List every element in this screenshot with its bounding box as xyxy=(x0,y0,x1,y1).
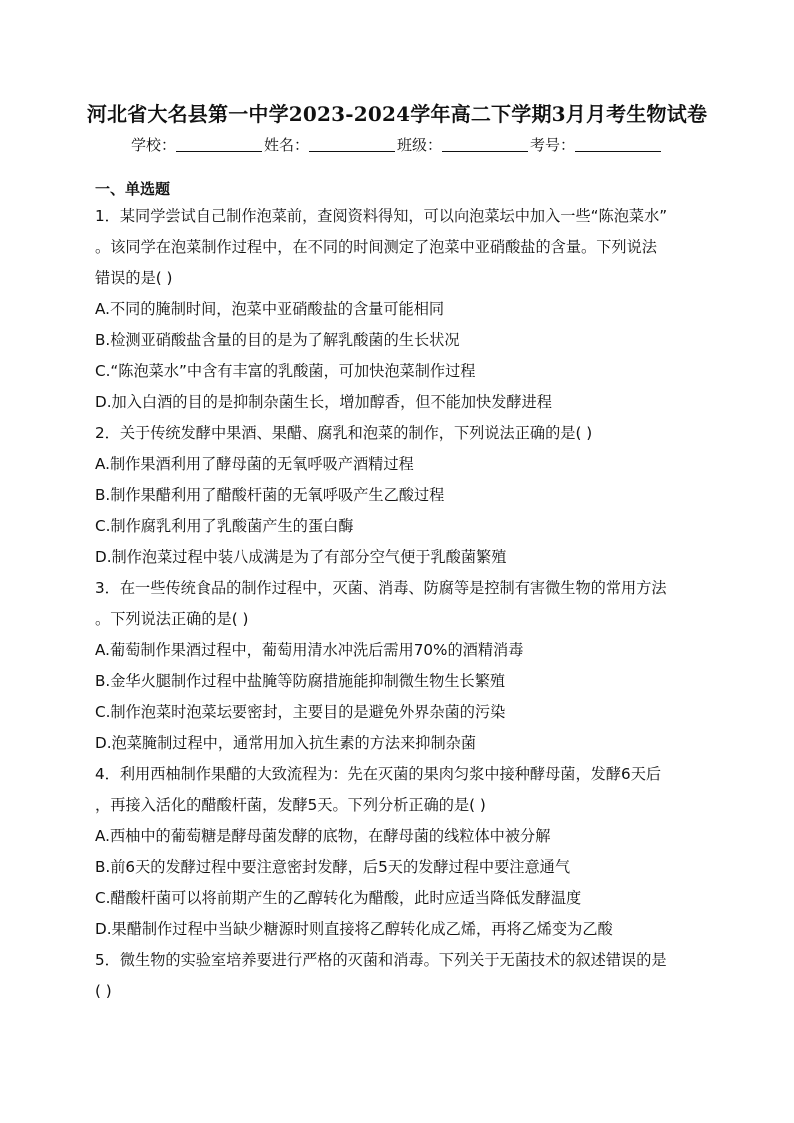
question-content xyxy=(95,201,705,1007)
text-line: A.葡萄制作果酒过程中，葡萄用清水冲洗后需用70%的酒精消毒 xyxy=(95,641,524,659)
text-line: B.制作果醋利用了醋酸杆菌的无氧呼吸产生乙酸过程 xyxy=(95,486,445,504)
text-line: 3．在一些传统食品的制作过程中，灭菌、消毒、防腐等是控制有害微生物的常用方法 xyxy=(95,579,667,597)
text-line: 错误的是( ) xyxy=(95,269,173,287)
exam-number-blank xyxy=(575,137,661,152)
name-blank xyxy=(309,137,395,152)
text-line: C.醋酸杆菌可以将前期产生的乙醇转化为醋酸，此时应适当降低发酵温度 xyxy=(95,889,582,907)
school-blank xyxy=(176,137,262,152)
text-line: 5．微生物的实验室培养要进行严格的灭菌和消毒。下列关于无菌技术的叙述错误的是 xyxy=(95,951,667,969)
text-line: 。该同学在泡菜制作过程中，在不同的时间测定了泡菜中亚硝酸盐的含量。下列说法 xyxy=(95,238,657,256)
text-line: C.“陈泡菜水”中含有丰富的乳酸菌，可加快泡菜制作过程 xyxy=(95,362,476,380)
class-field xyxy=(397,134,530,156)
text-line: A.西柚中的葡萄糖是酵母菌发酵的底物，在酵母菌的线粒体中被分解 xyxy=(95,827,551,845)
text-line: B.检测亚硝酸盐含量的目的是为了解乳酸菌的生长状况 xyxy=(95,331,460,349)
name-label: 姓名： xyxy=(263,136,309,154)
school-field xyxy=(131,134,264,156)
text-line: C.制作腐乳利用了乳酸菌产生的蛋白酶 xyxy=(95,517,354,535)
student-info-line xyxy=(0,134,794,156)
exam-number-label: 考号： xyxy=(530,136,576,154)
text-line: D.加入白酒的目的是抑制杂菌生长，增加醇香，但不能加快发酵进程 xyxy=(95,393,552,411)
text-line: D.果醋制作过程中当缺少糖源时则直接将乙醇转化成乙烯，再将乙烯变为乙酸 xyxy=(95,920,613,938)
class-label: 班级： xyxy=(397,136,443,154)
text-line: B.金华火腿制作过程中盐腌等防腐措施能抑制微生物生长繁殖 xyxy=(95,672,506,690)
text-line: D.制作泡菜过程中装八成满是为了有部分空气便于乳酸菌繁殖 xyxy=(95,548,507,566)
text-line: 4．利用西柚制作果醋的大致流程为：先在灭菌的果肉匀浆中接种酵母菌，发酵6天后 xyxy=(95,765,662,783)
text-line: A.制作果酒利用了酵母菌的无氧呼吸产酒精过程 xyxy=(95,455,414,473)
text-line: 2．关于传统发酵中果酒、果醋、腐乳和泡菜的制作，下列说法正确的是( ) xyxy=(95,424,593,442)
class-blank xyxy=(442,137,528,152)
name-field xyxy=(264,134,397,156)
exam-number-field xyxy=(530,134,663,156)
text-line: A.不同的腌制时间，泡菜中亚硝酸盐的含量可能相同 xyxy=(95,300,445,318)
exam-title: 河北省大名县第一中学2023-2024学年高二下学期3月月考生物试卷 xyxy=(86,102,708,126)
text-line: D.泡菜腌制过程中，通常用加入抗生素的方法来抑制杂菌 xyxy=(95,734,477,752)
section-title: 一、单选题 xyxy=(95,180,171,198)
school-label: 学校： xyxy=(130,136,176,154)
text-line: ，再接入活化的醋酸杆菌，发酵5天。下列分析正确的是( ) xyxy=(95,796,486,814)
text-line: 。下列说法正确的是( ) xyxy=(95,610,249,628)
text-line: C.制作泡菜时泡菜坛要密封，主要目的是避免外界杂菌的污染 xyxy=(95,703,506,721)
text-line: B.前6天的发酵过程中要注意密封发酵，后5天的发酵过程中要注意通气 xyxy=(95,858,571,876)
text-line: ( ) xyxy=(95,982,112,1000)
text-line: 1．某同学尝试自己制作泡菜前，查阅资料得知，可以向泡菜坛中加入一些“陈泡菜水” xyxy=(95,207,668,225)
